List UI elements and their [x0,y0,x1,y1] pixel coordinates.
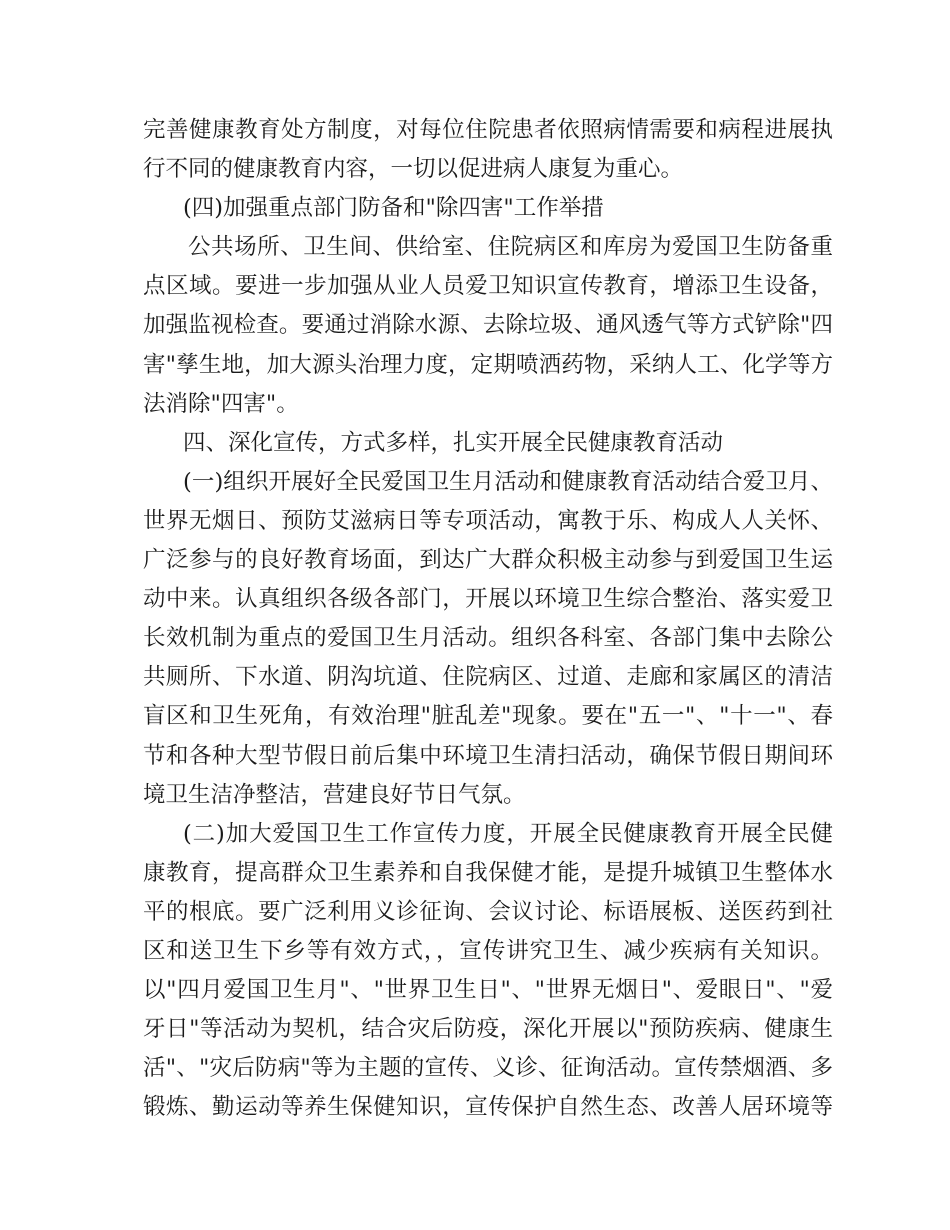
paragraph-line: 长效机制为重点的爱国卫生月活动。组织各科室、各部门集中去除公 [143,625,833,652]
section-heading: 四、深化宣传，方式多样，扎实开展全民健康教育活动 [183,429,724,456]
paragraph-line: 境卫生洁净整洁，营建良好节日气氛。 [143,781,526,808]
paragraph-line: 平的根底。要广泛利用义诊征询、会议讨论、标语展板、送医药到社 [143,898,833,925]
paragraph-line: 世界无烟日、预防艾滋病日等专项活动，寓教于乐、构成人人关怀、 [143,507,833,534]
body-text [143,111,833,1127]
paragraph-line: 点区域。要进一步加强从业人员爱卫知识宣传教育，增添卫生设备， [143,273,833,300]
paragraph-line: 共厕所、下水道、阴沟坑道、住院病区、过道、走廊和家属区的清洁 [143,664,833,691]
paragraph-line: 法消除"四害"。 [143,390,299,417]
paragraph-line: (一)组织开展好全民爱国卫生月活动和健康教育活动结合爱卫月、 [183,468,833,495]
paragraph-line: 区和送卫生下乡等有效方式，，宣传讲究卫生、减少疾病有关知识。 [143,937,833,964]
paragraph-line: 害"孳生地，加大源头治理力度，定期喷洒药物，采纳人工、化学等方 [143,351,833,378]
paragraph-line: 活"、"灾后防病"等为主题的宣传、义诊、征询活动。宣传禁烟酒、多 [143,1055,833,1082]
paragraph-line: 锻炼、勤运动等养生保健知识，宣传保护自然生态、改善人居环境等 [143,1094,833,1121]
section-heading: (四)加强重点部门防备和"除四害"工作举措 [183,195,604,222]
paragraph-line: 动中来。认真组织各级各部门，开展以环境卫生综合整治、落实爱卫 [143,586,833,613]
paragraph-line: 加强监视检查。要通过消除水源、去除垃圾、通风透气等方式铲除"四 [143,312,833,339]
paragraph-line: 以"四月爱国卫生月"、"世界卫生日"、"世界无烟日"、爱眼日"、"爱 [143,977,833,1004]
paragraph-line: 广泛参与的良好教育场面，到达广大群众积极主动参与到爱国卫生运 [143,547,833,574]
paragraph-line: 行不同的健康教育内容，一切以促进病人康复为重心。 [143,156,684,183]
paragraph-line: 牙日"等活动为契机，结合灾后防疫，深化开展以"预防疾病、健康生 [143,1016,833,1043]
paragraph-line: (二)加大爱国卫生工作宣传力度，开展全民健康教育开展全民健 [183,820,833,847]
paragraph-line: 节和各种大型节假日前后集中环境卫生清扫活动，确保节假日期间环 [143,742,833,769]
paragraph-line: 完善健康教育处方制度，对每位住院患者依照病情需要和病程进展执 [143,117,833,143]
paragraph-line: 盲区和卫生死角，有效治理"脏乱差"现象。要在"五一"、"十一"、春 [143,703,833,730]
paragraph-line: 公共场所、卫生间、供给室、住院病区和库房为爱国卫生防备重 [188,234,833,261]
paragraph-line: 康教育，提高群众卫生素养和自我保健才能，是提升城镇卫生整体水 [143,859,833,886]
